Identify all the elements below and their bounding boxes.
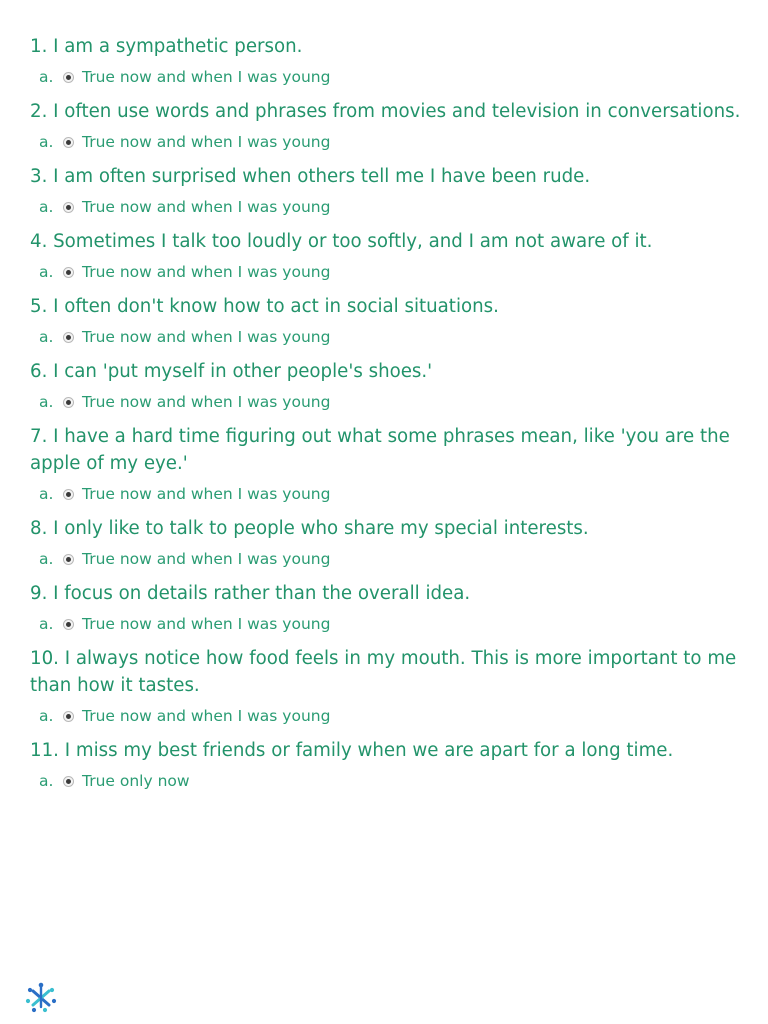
question-3 <box>30 163 742 218</box>
selected-answer[interactable] <box>39 770 742 792</box>
selected-answer[interactable] <box>39 131 742 153</box>
question-7 <box>30 423 742 505</box>
question-text: 6. I can 'put myself in other people's shoes.' <box>30 361 433 382</box>
question-8 <box>30 515 742 570</box>
radio-selected-icon[interactable] <box>63 202 74 213</box>
question-text: 4. Sometimes I talk too loudly or too softly, and I am not aware of it. <box>30 231 653 252</box>
question-5 <box>30 293 742 348</box>
selected-answer[interactable] <box>39 483 742 505</box>
selected-answer[interactable] <box>39 548 742 570</box>
selected-answer[interactable] <box>39 326 742 348</box>
selected-answer[interactable] <box>39 391 742 413</box>
question-9 <box>30 580 742 635</box>
radio-selected-icon[interactable] <box>63 137 74 148</box>
answer-letter: a. <box>39 615 54 633</box>
answer-text: True now and when I was young <box>82 550 331 568</box>
radio-selected-icon[interactable] <box>63 619 74 630</box>
question-1 <box>30 33 742 88</box>
question-text: 1. I am a sympathetic person. <box>30 36 303 57</box>
radio-selected-icon[interactable] <box>63 72 74 83</box>
questionnaire <box>30 33 742 802</box>
question-6 <box>30 358 742 413</box>
answer-text: True now and when I was young <box>82 615 331 633</box>
radio-selected-icon[interactable] <box>63 711 74 722</box>
answer-text: True now and when I was young <box>82 328 331 346</box>
answer-letter: a. <box>39 198 54 216</box>
question-text: 3. I am often surprised when others tell me I have been rude. <box>30 166 591 187</box>
answer-letter: a. <box>39 133 54 151</box>
selected-answer[interactable] <box>39 66 742 88</box>
answer-text: True now and when I was young <box>82 198 331 216</box>
radio-selected-icon[interactable] <box>63 397 74 408</box>
radio-selected-icon[interactable] <box>63 332 74 343</box>
question-text: 7. I have a hard time figuring out what some phrases mean, like 'you are the apple of my eye.' <box>30 426 730 474</box>
people-circle-logo-icon <box>21 977 61 1017</box>
answer-letter: a. <box>39 550 54 568</box>
question-text: 5. I often don't know how to act in social situations. <box>30 296 499 317</box>
answer-text: True now and when I was young <box>82 133 331 151</box>
question-text: 10. I always notice how food feels in my mouth. This is more important to me than how it tastes. <box>30 648 737 696</box>
answer-text: True now and when I was young <box>82 68 331 86</box>
radio-selected-icon[interactable] <box>63 554 74 565</box>
answer-text: True now and when I was young <box>82 485 331 503</box>
answer-text: True now and when I was young <box>82 393 331 411</box>
radio-selected-icon[interactable] <box>63 267 74 278</box>
answer-letter: a. <box>39 772 54 790</box>
answer-letter: a. <box>39 263 54 281</box>
selected-answer[interactable] <box>39 613 742 635</box>
question-text: 11. I miss my best friends or family when we are apart for a long time. <box>30 740 674 761</box>
answer-letter: a. <box>39 328 54 346</box>
answer-text: True now and when I was young <box>82 707 331 725</box>
answer-letter: a. <box>39 707 54 725</box>
logo-graphic <box>21 977 61 1017</box>
radio-selected-icon[interactable] <box>63 489 74 500</box>
radio-selected-icon[interactable] <box>63 776 74 787</box>
question-text: 9. I focus on details rather than the overall idea. <box>30 583 471 604</box>
answer-letter: a. <box>39 393 54 411</box>
answer-letter: a. <box>39 68 54 86</box>
question-10 <box>30 645 742 727</box>
answer-letter: a. <box>39 485 54 503</box>
selected-answer[interactable] <box>39 196 742 218</box>
selected-answer[interactable] <box>39 261 742 283</box>
question-11 <box>30 737 742 792</box>
answer-text: True now and when I was young <box>82 263 331 281</box>
question-text: 2. I often use words and phrases from movies and television in conversations. <box>30 101 741 122</box>
question-text: 8. I only like to talk to people who share my special interests. <box>30 518 589 539</box>
question-4 <box>30 228 742 283</box>
selected-answer[interactable] <box>39 705 742 727</box>
answer-text: True only now <box>82 772 190 790</box>
question-2 <box>30 98 742 153</box>
